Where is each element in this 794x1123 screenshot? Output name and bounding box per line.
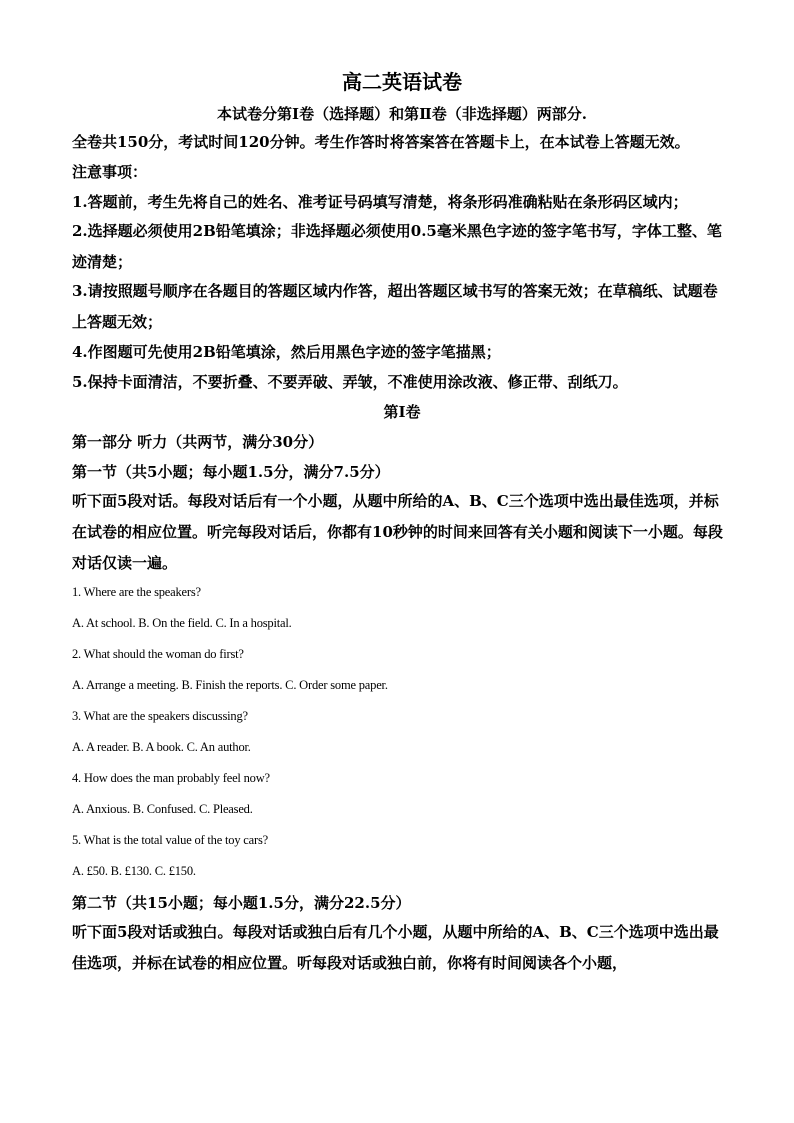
page-subtitle: 本试卷分第Ⅰ卷（选择题）和第Ⅱ卷（非选择题）两部分. (217, 105, 587, 123)
notice-rule-4: 4.作图题可先使用2B铅笔填涂，然后用黑色字迹的签字笔描黑； (72, 343, 501, 361)
question-5-options: A. £50. B. £130. C. £150. (72, 864, 196, 878)
question-5: 5. What is the total value of the toy cars? (72, 833, 268, 847)
question-3-options: A. A reader. B. A book. C. An author. (72, 740, 251, 754)
question-3: 3. What are the speakers discussing? (72, 709, 248, 723)
notice-rule-2: 2.选择题必须使用2B铅笔填涂；非选择题必须使用0.5毫米黑色字迹的签字笔书写，字体工整、笔迹清楚； (72, 222, 722, 271)
question-1-options: A. At school. B. On the field. C. In a hospital. (72, 616, 292, 630)
notice-heading: 注意事项： (72, 163, 148, 181)
volume-heading: 第Ⅰ卷 (383, 403, 421, 421)
section2-heading: 第二节（共15小题；每小题1.5分，满分22.5分） (72, 894, 411, 912)
question-2-options: A. Arrange a meeting. B. Finish the reports. C. Order some paper. (72, 678, 388, 692)
notice-rule-3: 3.请按照题号顺序在各题目的答题区域内作答，超出答题区域书写的答案无效；在草稿纸、试题卷上答题无效； (72, 282, 718, 331)
notice-rule-5: 5.保持卡面清洁，不要折叠、不要弄破、弄皱，不准使用涂改液、修正带、刮纸刀。 (72, 373, 628, 391)
section1-instruction: 听下面5段对话。每段对话后有一个小题，从题中所给的A、B、C三个选项中选出最佳选项，并标在试卷的相应位置。听完每段对话后，你都有10秒钟的时间来回答有关小题和阅读下一小题。每段对话仅读一遍。 (72, 492, 723, 572)
section2-instruction: 听下面5段对话或独白。每段对话或独白后有几个小题，从题中所给的A、B、C三个选项中选出最佳选项，并标在试卷的相应位置。听每段对话或独白前，你将有时间阅读各个小题， (72, 923, 719, 972)
part1-heading: 第一部分 听力（共两节，满分30分） (72, 433, 324, 451)
question-2: 2. What should the woman do first? (72, 647, 244, 661)
question-4: 4. How does the man probably feel now? (72, 771, 270, 785)
question-4-options: A. Anxious. B. Confused. C. Pleased. (72, 802, 253, 816)
question-1: 1. Where are the speakers? (72, 585, 201, 599)
notice-rule-1: 1.答题前，考生先将自己的姓名、准考证号码填写清楚，将条形码准确粘贴在条形码区域内； (72, 193, 688, 211)
page-title: 高二英语试卷 (342, 70, 462, 94)
exam-info-line: 全卷共150分，考试时间120分钟。考生作答时将答案答在答题卡上，在本试卷上答题无效。 (72, 133, 690, 151)
exam-page (72, 68, 732, 983)
section1-heading: 第一节（共5小题；每小题1.5分，满分7.5分） (72, 463, 390, 481)
